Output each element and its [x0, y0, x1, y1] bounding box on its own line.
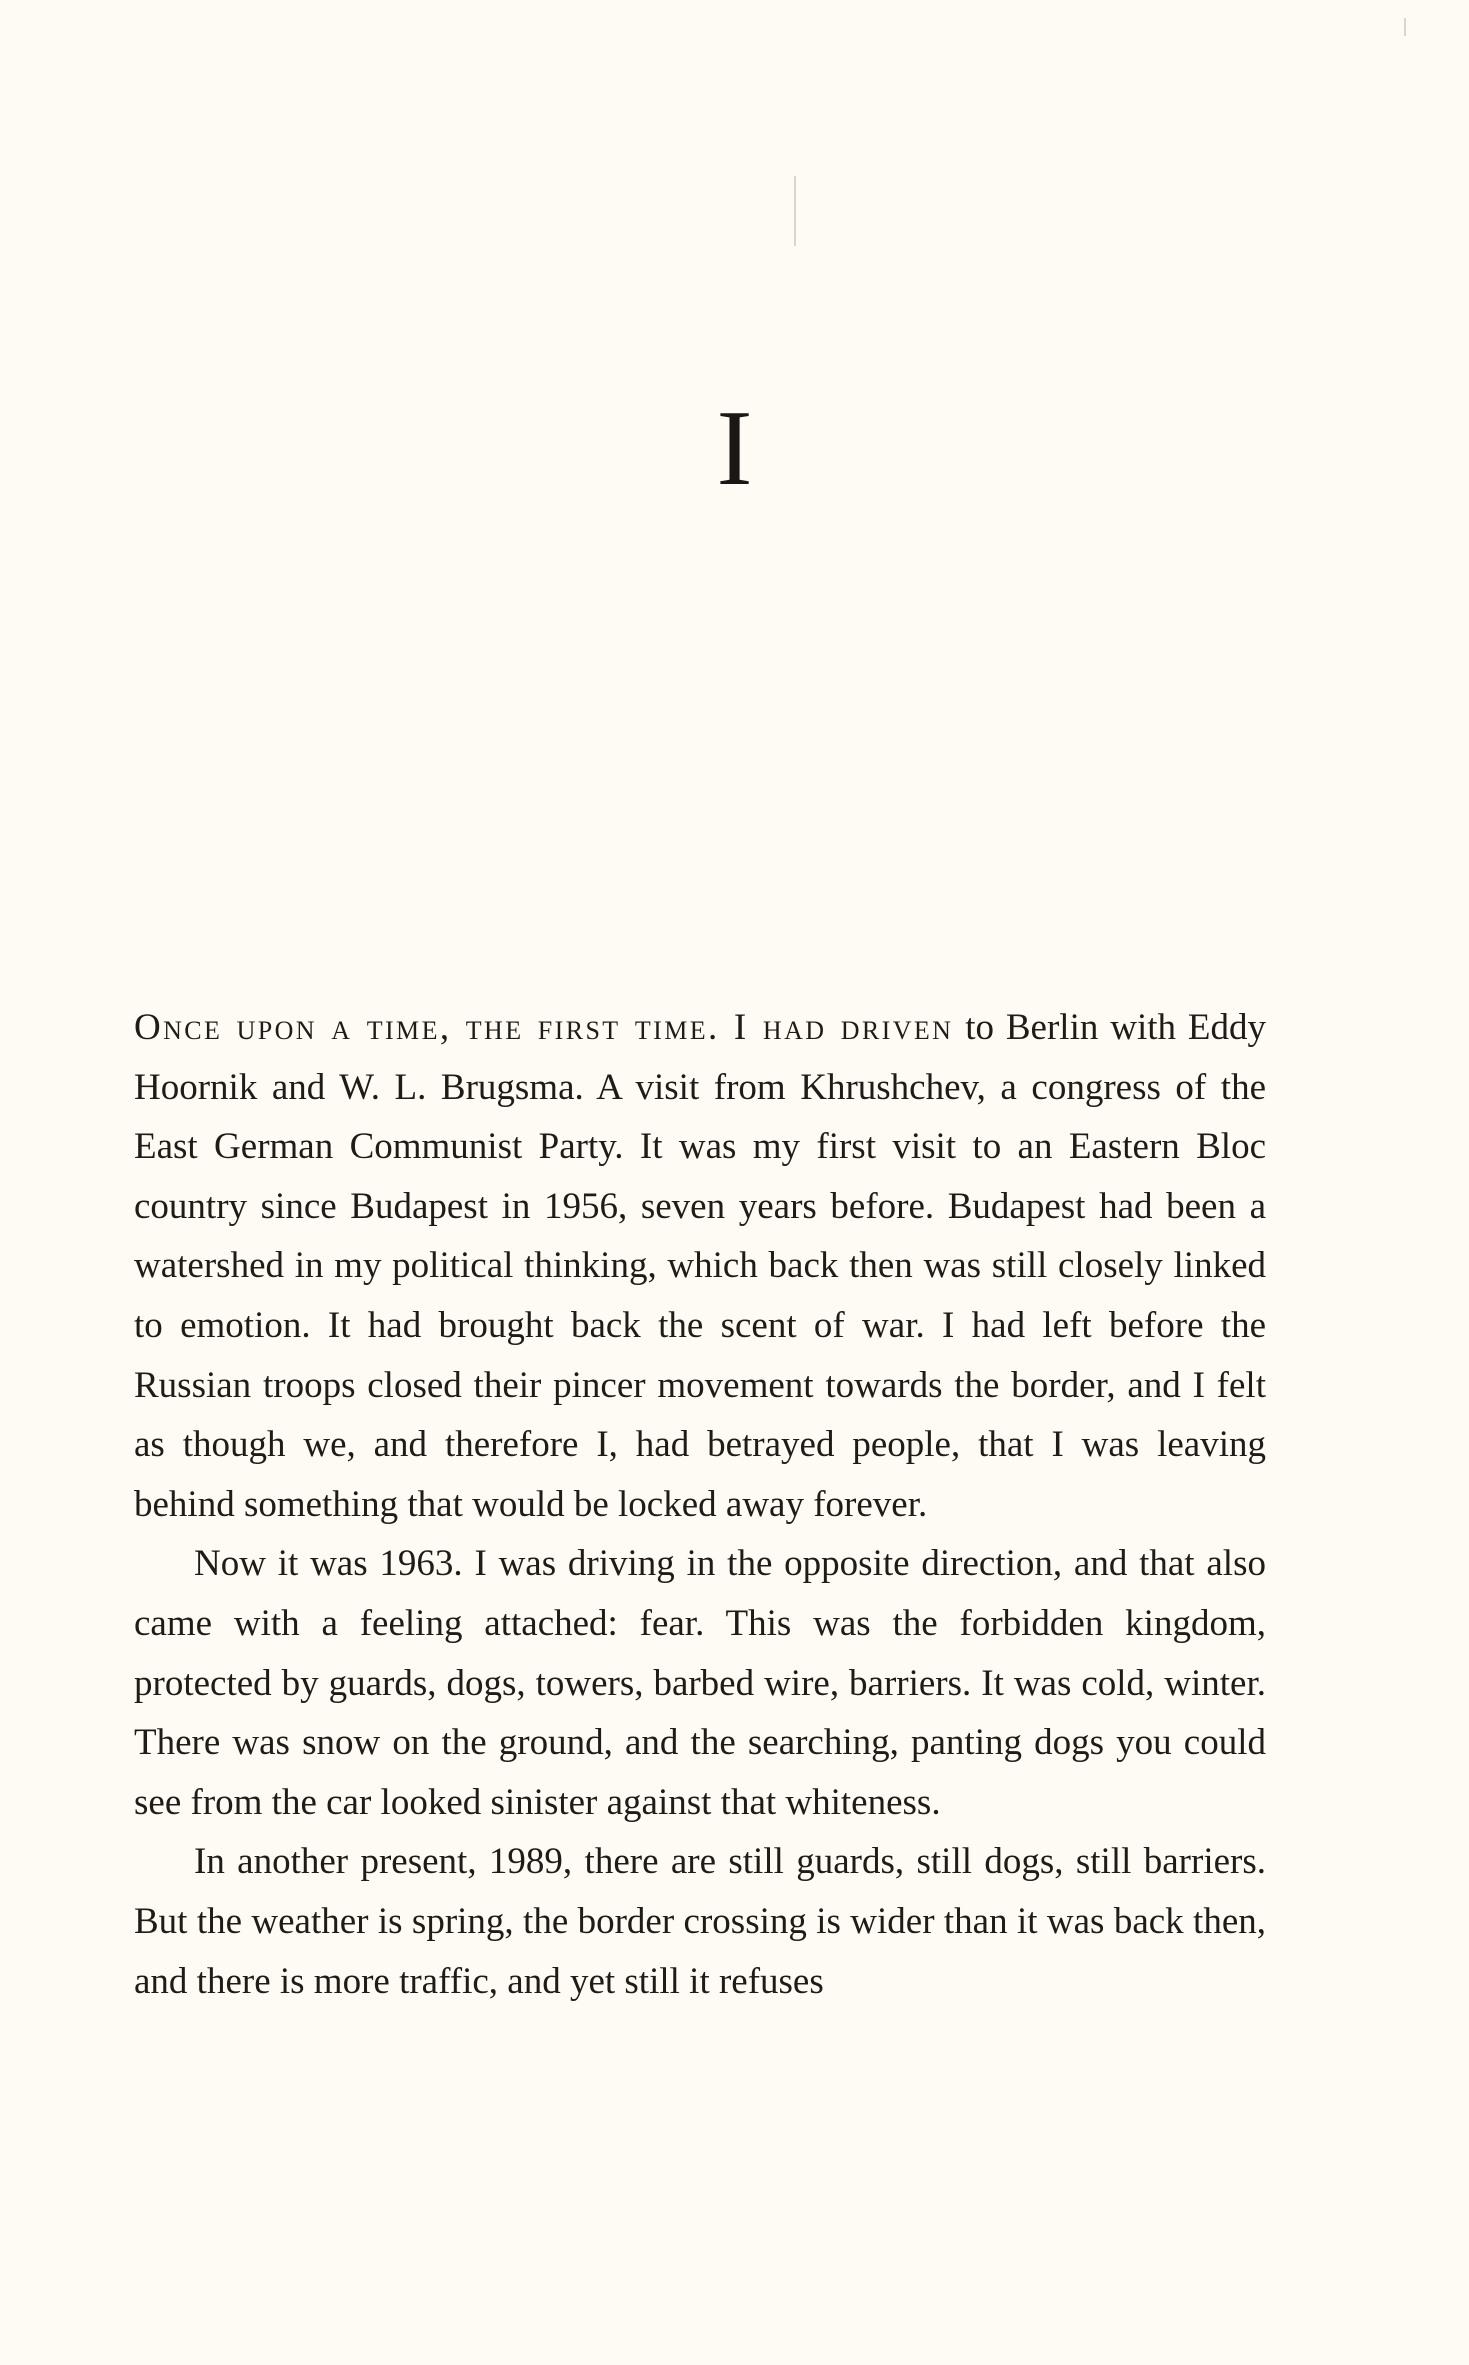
- paragraph-1: [134, 998, 1266, 1534]
- paragraph-1-text: to Berlin with Eddy Hoornik and W. L. Brugsma. A visit from Khrushchev, a congress of the East German Communist Party. It was my first visit to an Eastern Bloc country since Budapest in 1956, seven years before. Budapest had been a watershed in my political thinking, which back then was still closely linked to emotion. It had brought back the scent of war. I had left before the Russian troops closed their pincer movement towards the border, and I felt as though we, and therefore I, had betrayed people, that I was leaving behind something that would be locked away forever.: [134, 1007, 1266, 1525]
- paragraph-3: In another present, 1989, there are still guards, still dogs, still barriers. But the weather is spring, the border crossing is wider than it was back then, and there is more traffic, and yet still it refuses: [134, 1841, 1266, 2002]
- chapter-number: I: [716, 389, 753, 508]
- paragraph-2: Now it was 1963. I was driving in the opposite direction, and that also came with a feeling attached: fear. This was the forbidden kingdom, protected by guards, dogs, towers, barbed wire, barriers. It was cold, winter. There was snow on the ground, and the searching, panting dogs you could see from the car looked sinister against that whiteness.: [134, 1543, 1266, 1823]
- opening-smallcaps: Once upon a time, the first time. I had driven: [134, 1007, 954, 1048]
- chapter-text: [134, 998, 1266, 2011]
- scan-mark: [794, 176, 796, 246]
- scan-mark: [1404, 18, 1406, 36]
